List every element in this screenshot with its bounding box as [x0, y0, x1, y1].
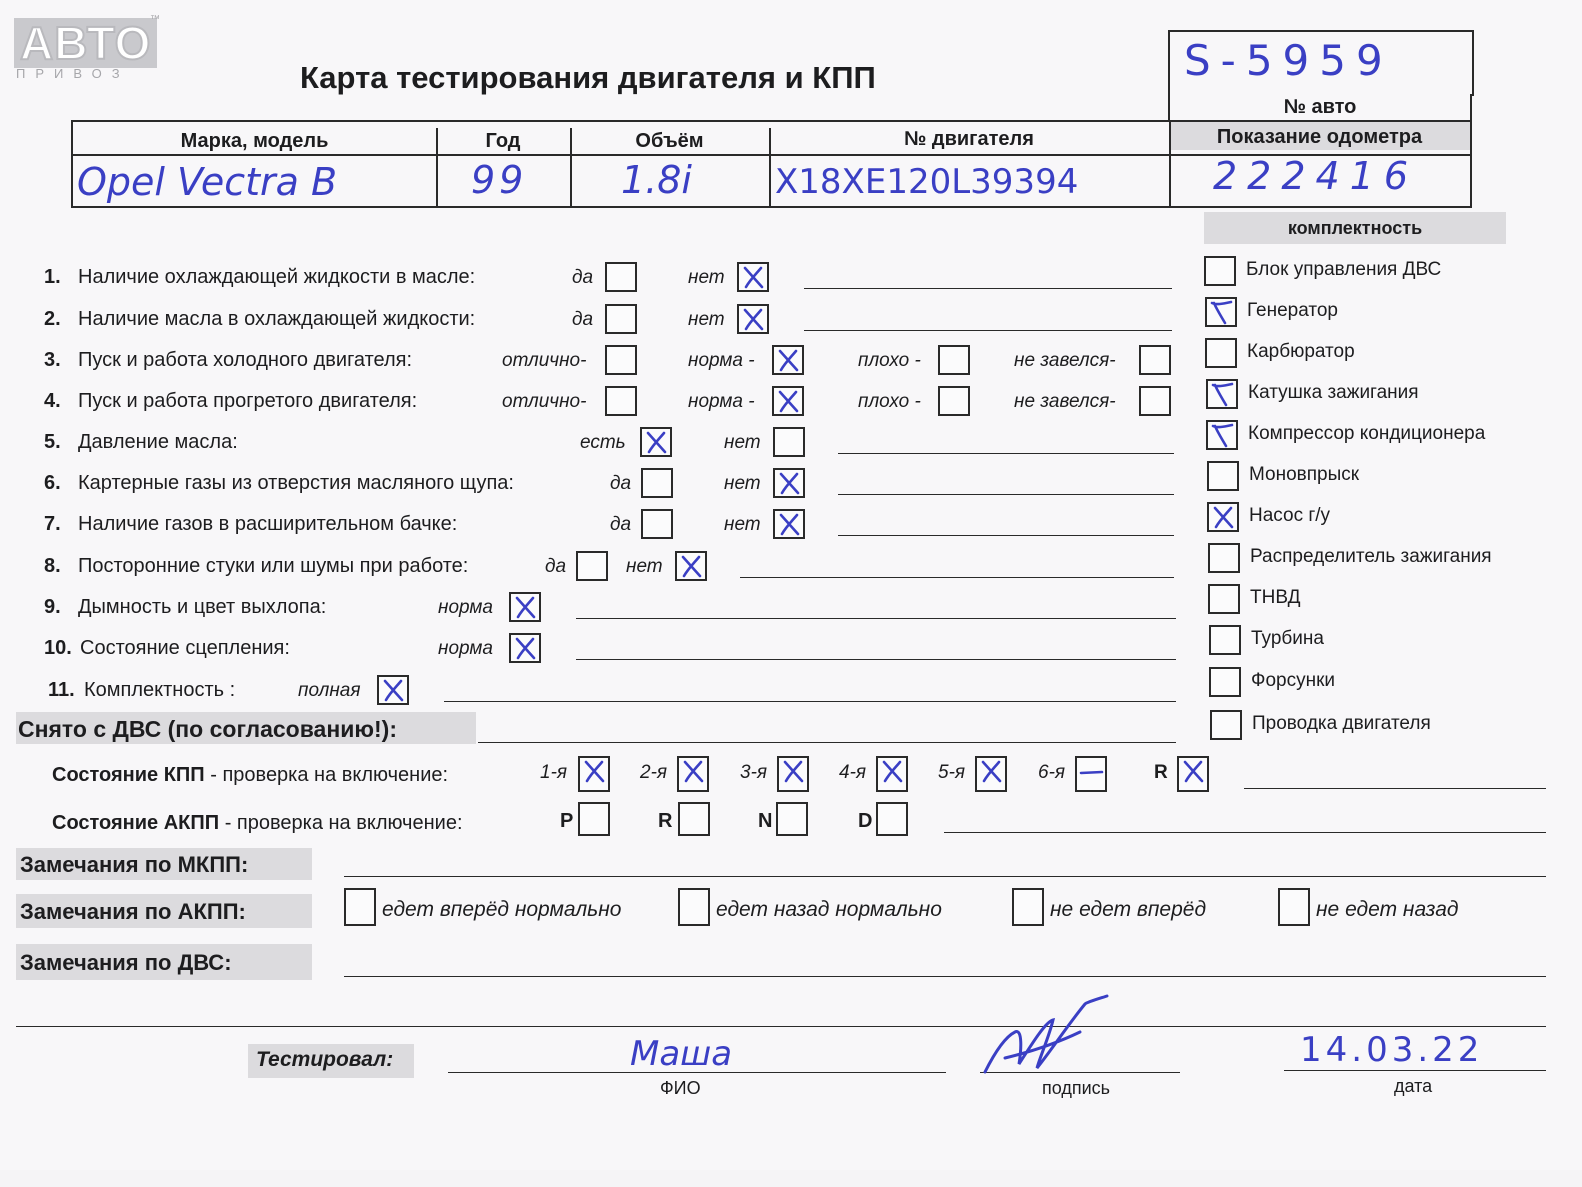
- completeness-checkbox[interactable]: [1204, 256, 1236, 286]
- akpp-mode-label: P: [560, 810, 574, 832]
- question-4-option-label: отлично-: [502, 391, 587, 412]
- removed-label: Снято с ДВС (по согласованию!):: [18, 716, 397, 742]
- question-7-option-label: да: [610, 514, 632, 535]
- akpp-subtitle: - проверка на включение:: [219, 812, 463, 834]
- question-7-option-checkbox[interactable]: [773, 509, 805, 539]
- logo-tm: ™: [150, 14, 160, 25]
- kpp-gear-label: 3-я: [740, 762, 768, 783]
- question-1-number: 1.: [44, 266, 61, 288]
- signature-caption: подпись: [1042, 1078, 1111, 1098]
- value-model: Opel Vectra B: [77, 160, 338, 204]
- question-8-option-checkbox[interactable]: [576, 551, 608, 581]
- question-8-option-label: нет: [626, 556, 663, 577]
- car-number-label: № авто: [1168, 94, 1472, 120]
- question-10-option-label: норма: [438, 638, 493, 659]
- name-caption: ФИО: [660, 1078, 701, 1098]
- vehicle-table: [71, 120, 1472, 208]
- kpp-gear-checkbox[interactable]: [1177, 756, 1209, 792]
- question-11-number: 11.: [48, 679, 75, 701]
- akpp-remark-checkbox[interactable]: [1278, 888, 1310, 926]
- question-3-option-label: не завелся-: [1014, 350, 1116, 371]
- akpp-remark-checkbox[interactable]: [678, 888, 710, 926]
- question-9-option-checkbox[interactable]: [509, 592, 541, 622]
- question-10-option-checkbox[interactable]: [509, 633, 541, 663]
- date-value: 14.03.22: [1300, 1030, 1484, 1070]
- question-4-option-label: не завелся-: [1014, 391, 1116, 412]
- question-1-option-label: да: [572, 267, 594, 288]
- question-5-option-checkbox[interactable]: [773, 427, 805, 457]
- question-3-number: 3.: [44, 349, 61, 371]
- question-2-number: 2.: [44, 308, 61, 330]
- question-2-option-checkbox[interactable]: [605, 304, 637, 334]
- kpp-subtitle: - проверка на включение:: [204, 764, 449, 786]
- question-9-text: Дымность и цвет выхлопа:: [78, 596, 327, 618]
- question-4-option-checkbox[interactable]: [772, 386, 804, 416]
- question-7-option-label: нет: [724, 514, 761, 535]
- remarks-dvs-label: Замечания по ДВС:: [20, 950, 232, 975]
- completeness-item-label: Блок управления ДВС: [1246, 259, 1442, 280]
- completeness-item-label: Распределитель зажигания: [1250, 546, 1492, 567]
- akpp-mode-checkbox[interactable]: [578, 802, 610, 836]
- completeness-checkbox[interactable]: [1207, 461, 1239, 491]
- question-8-number: 8.: [44, 555, 61, 577]
- value-odometer: 222416: [1213, 154, 1419, 198]
- car-number-box: [1168, 30, 1474, 96]
- question-6-option-label: да: [610, 473, 632, 494]
- kpp-gear-label: 4-я: [839, 762, 867, 783]
- question-4-option-checkbox[interactable]: [1139, 386, 1171, 416]
- akpp-mode-label: N: [758, 810, 773, 832]
- signature-image: [975, 992, 1115, 1084]
- completeness-checkbox[interactable]: [1206, 420, 1238, 450]
- date-caption: дата: [1394, 1076, 1433, 1096]
- completeness-item-label: Генератор: [1247, 300, 1338, 321]
- question-3-option-label: плохо -: [858, 350, 921, 371]
- akpp-remark-label: не едет вперёд: [1050, 898, 1207, 921]
- question-1-option-checkbox[interactable]: [737, 262, 769, 292]
- akpp-remark-label: едет вперёд нормально: [382, 898, 622, 921]
- akpp-mode-label: R: [658, 810, 673, 832]
- question-8-option-checkbox[interactable]: [675, 551, 707, 581]
- question-5-option-label: есть: [580, 432, 626, 453]
- removed-line: [478, 742, 1176, 743]
- question-8-option-label: да: [545, 556, 567, 577]
- question-5-option-label: нет: [724, 432, 761, 453]
- question-1-option-checkbox[interactable]: [605, 262, 637, 292]
- question-4-option-checkbox[interactable]: [938, 386, 970, 416]
- question-3-option-checkbox[interactable]: [1139, 345, 1171, 375]
- kpp-gear-checkbox[interactable]: [975, 756, 1007, 792]
- completeness-item-label: Форсунки: [1251, 670, 1335, 691]
- question-1-text: Наличие охлаждающей жидкости в масле:: [78, 266, 476, 288]
- completeness-item-label: ТНВД: [1250, 587, 1301, 608]
- akpp-remark-label: не едет назад: [1316, 898, 1459, 921]
- completeness-checkbox[interactable]: [1208, 584, 1240, 614]
- question-6-option-label: нет: [724, 473, 761, 494]
- kpp-title-row: [52, 764, 448, 787]
- kpp-line: [1244, 788, 1546, 789]
- kpp-gear-label: 1-я: [540, 762, 568, 783]
- akpp-mode-checkbox[interactable]: [876, 802, 908, 836]
- question-3-text: Пуск и работа холодного двигателя:: [78, 349, 413, 371]
- question-10-notes-line: [576, 659, 1176, 660]
- question-10-text: Состояние сцепления:: [80, 637, 290, 659]
- question-9-notes-line: [576, 618, 1176, 619]
- completeness-item-label: Насос г/у: [1249, 505, 1331, 526]
- question-5-option-checkbox[interactable]: [640, 427, 672, 457]
- question-11-option-label: полная: [298, 680, 361, 701]
- question-11-text: Комплектность :: [84, 679, 236, 701]
- akpp-remark-checkbox[interactable]: [344, 888, 376, 926]
- question-3-option-checkbox[interactable]: [772, 345, 804, 375]
- question-7-notes-line: [838, 535, 1174, 536]
- tester-name: Маша: [630, 1034, 733, 1074]
- question-2-option-label: нет: [688, 309, 725, 330]
- completeness-item-label: Компрессор кондиционера: [1248, 423, 1486, 444]
- kpp-gear-label: 6-я: [1038, 762, 1066, 783]
- question-6-number: 6.: [44, 472, 61, 494]
- question-3-option-checkbox[interactable]: [605, 345, 637, 375]
- akpp-mode-checkbox[interactable]: [776, 802, 808, 836]
- kpp-gear-label: 5-я: [938, 762, 966, 783]
- completeness-checkbox[interactable]: [1209, 667, 1241, 697]
- question-11-notes-line: [444, 701, 1176, 702]
- kpp-gear-label: R: [1154, 762, 1168, 783]
- tested-label: Тестировал:: [256, 1048, 394, 1071]
- kpp-gear-checkbox[interactable]: [677, 756, 709, 792]
- completeness-item-label: Катушка зажигания: [1248, 382, 1419, 403]
- remarks-dvs-line: [344, 976, 1546, 977]
- kpp-gear-checkbox[interactable]: [578, 756, 610, 792]
- header-odometer: Показание одометра: [1216, 126, 1423, 148]
- akpp-remark-label: едет назад нормально: [716, 898, 942, 921]
- question-2-text: Наличие масла в охлаждающей жидкости:: [78, 308, 476, 330]
- completeness-item-label: Проводка двигателя: [1252, 713, 1431, 734]
- completeness-checkbox[interactable]: [1209, 625, 1241, 655]
- remarks-mkpp-line: [344, 876, 1546, 877]
- car-number-value: S-5959: [1184, 36, 1393, 85]
- kpp-gear-label: 2-я: [640, 762, 668, 783]
- question-6-notes-line: [838, 494, 1174, 495]
- question-9-number: 9.: [44, 596, 61, 618]
- kpp-gear-checkbox[interactable]: [777, 756, 809, 792]
- question-6-text: Картерные газы из отверстия масляного щупа:: [78, 472, 514, 494]
- header-engine-number: № двигателя: [904, 128, 1034, 150]
- completeness-checkbox[interactable]: [1205, 297, 1237, 327]
- question-11-option-checkbox[interactable]: [377, 675, 409, 705]
- akpp-mode-label: D: [858, 810, 873, 832]
- header-model: Марка, модель: [180, 130, 329, 152]
- akpp-remark-checkbox[interactable]: [1012, 888, 1044, 926]
- question-2-option-checkbox[interactable]: [737, 304, 769, 334]
- question-7-text: Наличие газов в расширительном бачке:: [78, 513, 458, 535]
- completeness-item-label: Карбюратор: [1247, 341, 1355, 362]
- completeness-header: комплектность: [1287, 218, 1423, 238]
- akpp-title: Состояние АКПП: [52, 812, 220, 834]
- question-4-text: Пуск и работа прогретого двигателя:: [78, 390, 418, 412]
- question-8-notes-line: [740, 577, 1174, 578]
- value-volume: 1.8i: [621, 158, 692, 202]
- question-7-number: 7.: [44, 513, 61, 535]
- completeness-checkbox[interactable]: [1205, 338, 1237, 368]
- question-6-option-checkbox[interactable]: [641, 468, 673, 498]
- logo-sub: ПРИВОЗ: [16, 66, 130, 81]
- kpp-gear-checkbox[interactable]: [876, 756, 908, 792]
- question-3-option-label: отлично-: [502, 350, 587, 371]
- question-10-number: 10.: [44, 637, 72, 659]
- value-engine-number: X18XE120L39394: [775, 162, 1079, 202]
- remarks-extra-line: [16, 1026, 1546, 1027]
- remarks-akpp-label: Замечания по АКПП:: [20, 899, 246, 924]
- question-3-option-label: норма -: [688, 350, 755, 371]
- question-4-option-label: норма -: [688, 391, 755, 412]
- question-2-option-label: да: [572, 309, 594, 330]
- header-year: Год: [485, 130, 521, 152]
- question-4-number: 4.: [44, 390, 61, 412]
- question-8-text: Посторонние стуки или шумы при работе:: [78, 555, 469, 577]
- kpp-title: Состояние КПП: [52, 764, 205, 786]
- page-title: Карта тестирования двигателя и КПП: [300, 60, 876, 95]
- question-3-option-checkbox[interactable]: [938, 345, 970, 375]
- question-6-option-checkbox[interactable]: [773, 468, 805, 498]
- question-5-text: Давление масла:: [78, 431, 238, 453]
- completeness-checkbox[interactable]: [1208, 543, 1240, 573]
- completeness-item-label: Моновпрыск: [1249, 464, 1360, 485]
- value-year: 99: [471, 158, 528, 202]
- akpp-mode-checkbox[interactable]: [678, 802, 710, 836]
- completeness-checkbox[interactable]: [1207, 502, 1239, 532]
- remarks-mkpp-label: Замечания по МКПП:: [20, 852, 249, 877]
- header-volume: Объём: [635, 130, 704, 152]
- question-4-option-label: плохо -: [858, 391, 921, 412]
- question-4-option-checkbox[interactable]: [605, 386, 637, 416]
- question-9-option-label: норма: [438, 597, 493, 618]
- completeness-checkbox[interactable]: [1210, 710, 1242, 740]
- date-line: [1284, 1070, 1546, 1071]
- question-2-notes-line: [804, 330, 1172, 331]
- completeness-checkbox[interactable]: [1206, 379, 1238, 409]
- akpp-line: [944, 832, 1546, 833]
- kpp-gear-checkbox[interactable]: [1075, 756, 1107, 792]
- akpp-title-row: [52, 812, 463, 835]
- question-5-number: 5.: [44, 431, 61, 453]
- completeness-item-label: Турбина: [1251, 628, 1324, 649]
- question-5-notes-line: [838, 453, 1174, 454]
- question-7-option-checkbox[interactable]: [641, 509, 673, 539]
- question-1-notes-line: [804, 288, 1172, 289]
- question-1-option-label: нет: [688, 267, 725, 288]
- logo-main: АВТО: [14, 18, 157, 68]
